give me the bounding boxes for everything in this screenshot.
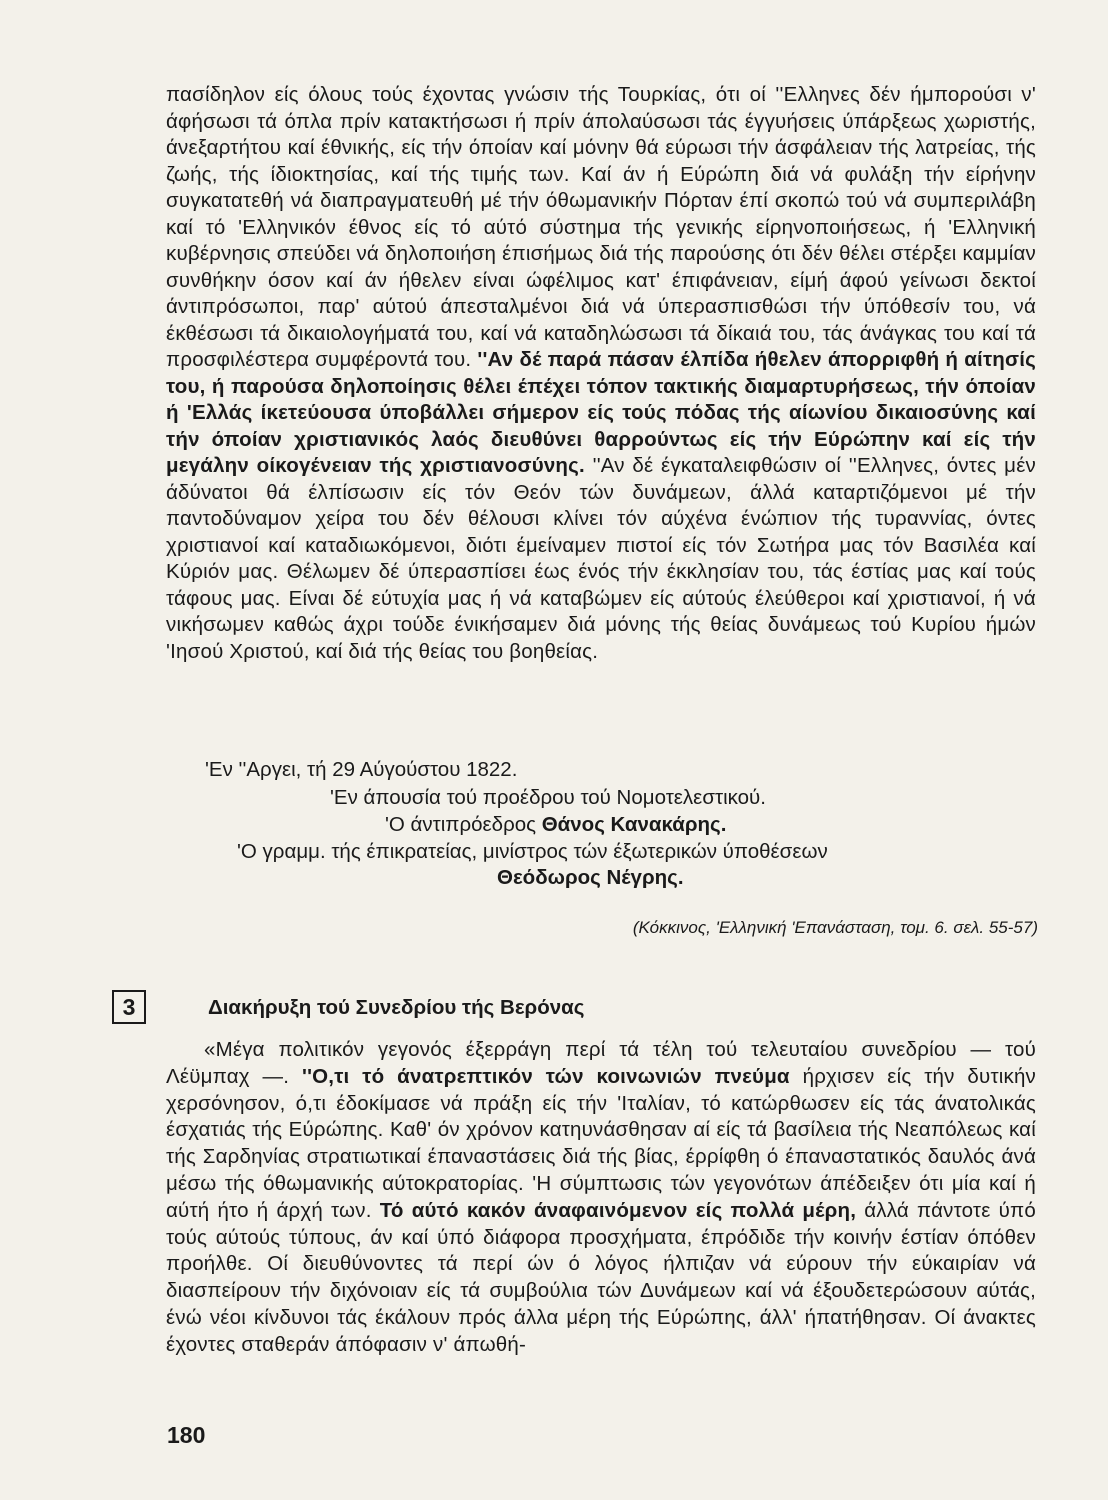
paragraph-declaration [166,82,1036,665]
vice-president-title: 'Ο άντιπρόεδρος [385,813,537,836]
declaration-text-part1: πασίδηλον είς όλους τούς έχοντας γνώσιν τής Τουρκίας, ότι οί ''Ελληνες δέν ήμπορούσι ν' άφήσωσι τά όπλα πρίν κατακτήσωσι ή πρίν άπολαύσωσι τάς έγγυήσεις ύπάρξεως χωριστής, άνεξαρτήτου καί έθνικής, είς τήν όποίαν καί μόνην θά εύρωσι τήν άσφάλειαν τής λατρείας, τής ζωής, τής ίδιοκτησίας, καί τής τιμής των. Καί άν ή Εύρώπη διά νά φυλάξη τήν είρήνην συγκατατεθή νά διαπραγματευθή μέ τήν όθωμανικήν Πόρταν έπί σκοπώ τού νά συμπεριλάβη καί τό 'Ελληνικόν έθνος είς τό αύτό σύστημα τής γενικής είρηνοποιήσεως, ή 'Ελληνική κυβέρνησις σπεύδει νά δηλοποιήση έπισήμως διά τής παρούσης ότι δέν θέλει στέρξει καμμίαν συνθήκην όσον καί άν ήθελεν είναι ώφέλιμος κατ' έπιφάνειαν, είμή άφού γείνωσι δεκτοί άντιπρόσωποι, παρ' αύτού άπεσταλμένοι διά νά ύπερασπισθώσι τήν ύπόθεσίν του, νά έκθέσωσι τά δικαιολογήματά του, καί νά καταδηλώσωσι τά δίκαιά του, τάς άνάγκας του καί τά προσφιλέστερα συμφέροντά του. [166,83,1036,371]
paragraph-verona-body [166,1037,1036,1359]
signature-date-line: 'Εν ''Αργει, τή 29 Αύγούστου 1822. [205,758,518,781]
verona-text-seg1: «Μέγα πολιτικόν γεγονός έξερράγη περί τά τέλη τού τελευταίου συνεδρίου — τού Λέϋμπαχ —. [166,1038,1036,1088]
verona-bold-1: ''Ο,τι τό άνατρεπτικόν τών κοινωνιών πνεύμα [302,1064,790,1088]
declaration-text-part2: ''Αν δέ έγκαταλειφθώσιν οί ''Ελληνες, όντες μέν άδύνατοι θά έλπίσωσιν είς τόν Θεόν τών δυνάμεων, άλλά καταρτιζόμενοι μέ τήν παντοδύναμον χείρα του δέν θέλουσι κλίνει τόν αύχένα ένώπιον τής τυραννίας, όντες χριστιανοί καί καταδιωκόμενοι, διότι έμείναμεν πιστοί είς τόν Σωτήρα μας τόν Βασιλέα καί Κύριόν μας. Θέλωμεν δέ ύπερασπίσει έως ένός τήν έκκλησίαν του, τάς έστίας μας καί τούς τάφους μας. Είναι δέ εύτυχία μας ή νά καταβώμεν είς αύτούς έλεύθεροι καί χριστιανοί, ή νά νικήσωμεν καθώς άχρι τούδε ένικήσαμεν διά μόνης τής θείας δυνάμεως τού Κυρίου ήμών 'Ιησού Χριστού, καί διά τής θείας του βοηθείας. [166,454,1036,663]
signature-secretary-name [497,865,684,891]
signature-absence-line: 'Εν άπουσία τού προέδρου τού Νομοτελεστικού. [330,786,766,809]
signature-vice-president [385,812,726,838]
verona-text-seg2: ήρχισεν είς τήν δυτικήν χερσόνησον, ό,τι έδοκίμασε νά πράξη είς τήν 'Ιταλίαν, τό κατώρθωσεν είς τάς άνατολικάς έσχατιάς τής Εύρώπης. Καθ' όν χρόνον κατηυνάσθησαν αί είς τά βασίλεια τής Νεαπόλεως καί τής Σαρδηνίας στρατιωτικαί έπαναστάσεις διά τής βίας, έρρίφθη ό έπαναστατικός δαυλός άνά μέσω τής όθωμανικής αύτοκρατορίας. 'Η σύμπτωσις τών γεγονότων άπέδειξεν ότι μία καί ή αύτή ήτο ή άρχή των. [166,1064,1037,1222]
declaration-bold-protest: ''Αν δέ παρά πάσαν έλπίδα ήθελεν άπορριφθή ή αίτησίς του, ή παρούσα δηλοποίησις θέλει έπέχει τόπον τακτικής διαμαρτυρήσεως, τήν όποίαν ή 'Ελλάς ίκετεύουσα ύποβάλλει σήμερον είς τούς πόδας τής αίωνίου δικαιοσύνης καί τήν όποίαν χριστιανικός λαός διευθύνει θαρρούντως είς τήν Εύρώπην καί είς τήν μεγάλην οίκογένειαν τής χριστιανοσύνης. [166,348,1037,477]
verona-text-seg3: άλλά πάντοτε ύπό τούς αύτούς τύπους, άν καί ύπό διάφορα προσχήματα, έπρόδιδε τήν κοινήν έστίαν όπόθεν προήλθε. Οί διευθύνοντες τά περί ών ό λόγος ήλπιζαν νά εύρουν τήν εύκαιρίαν νά διασπείρουν τήν διχόνοιαν είς τά συμβούλια τών Δυνάμεων καί νά έξουδετερώσουν αύτάς, ένώ νέοι κίνδυνοι τάς έκάλουν πρός άλλα μέρη τής Εύρώπης, άλλ' ήπατήθησαν. Οί άνακτες έχοντες σταθεράν άπόφασιν ν' άπωθή- [166,1198,1036,1356]
section-title: Διακήρυξη τού Συνεδρίου τής Βερόνας [208,996,585,1019]
secretary-name: Θεόδωρος Νέγρης. [497,866,684,889]
page-number: 180 [167,1422,206,1448]
paragraph-declaration-body [166,82,1036,665]
verona-bold-2: Τό αύτό κακόν άναφαινόμενον είς πολλά μέρη, [379,1198,857,1222]
paragraph-verona [166,1037,1036,1359]
section-number: 3 [122,993,136,1020]
source-citation: (Κόκκινος, 'Ελληνική 'Επανάσταση, τομ. 6. σελ. 55-57) [632,918,1038,937]
signature-secretary-line: 'Ο γραμμ. τής έπικρατείας, μινίστρος τών έξωτερικών ύποθέσεων [237,840,828,863]
section-number-box [112,990,146,1024]
vice-president-name: Θάνος Κανακάρης. [541,813,727,836]
